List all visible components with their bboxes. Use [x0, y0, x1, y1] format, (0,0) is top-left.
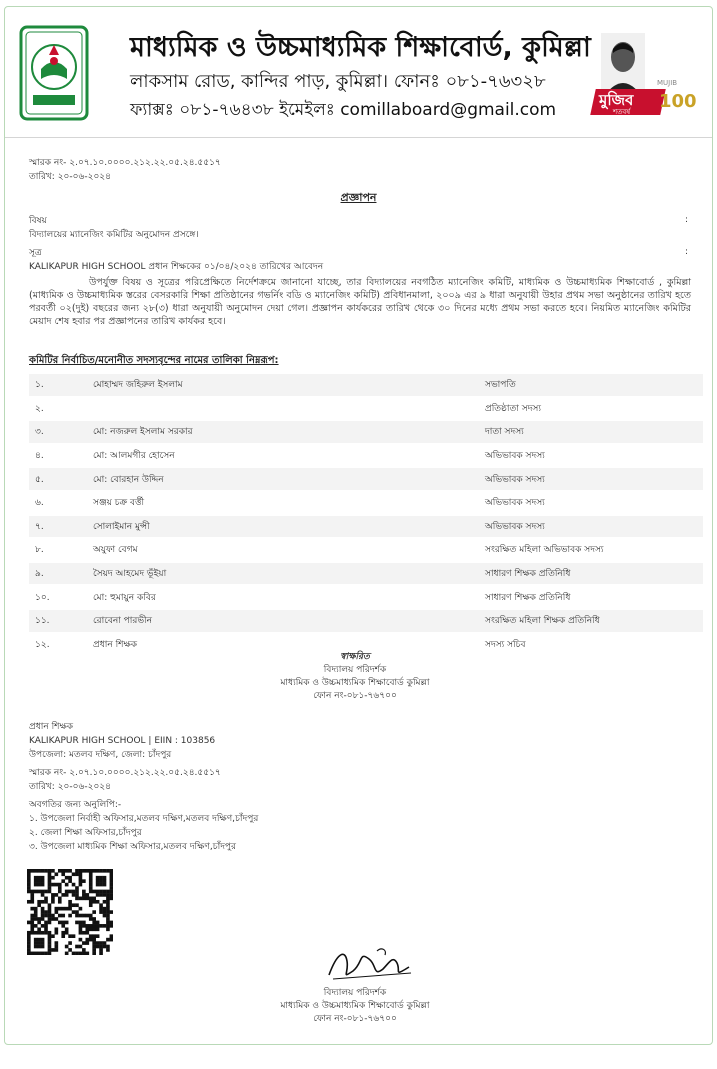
member-name-cell: মো: বোরহান উদ্দিন	[87, 467, 479, 491]
subject-colon: :	[685, 215, 689, 225]
member-name-cell: অযুফা বেগম	[87, 538, 479, 562]
letterhead	[5, 7, 712, 137]
serial-cell: ১.	[29, 374, 87, 397]
member-role-cell: সভাপতি	[479, 374, 703, 397]
serial-cell: ৮.	[29, 538, 87, 562]
copies-heading: অবগতির জন্য অনুলিপি:-	[29, 800, 122, 810]
serial-cell: ৭.	[29, 515, 87, 539]
signer-title: বিদ্যালয় পরিদর্শক	[323, 988, 387, 998]
member-name-cell: প্রধান শিক্ষক	[87, 633, 479, 657]
table-row	[29, 609, 703, 633]
member-role-cell: সংরক্ষিত মহিলা শিক্ষক প্রতিনিধি	[479, 609, 703, 633]
signer-phone: ফোন নং-০৮১-৭৬৭০০	[313, 691, 397, 701]
serial-cell: ৬.	[29, 491, 87, 515]
table-row	[29, 562, 703, 586]
signed-label: স্বাক্ষরিত	[340, 652, 370, 662]
recipient-location: উপজেলা: মতলব দক্ষিণ, জেলা: চাঁদপুর	[29, 750, 172, 760]
qr-code-icon	[27, 869, 113, 955]
committee-table	[29, 374, 703, 657]
board-address: লাকসাম রোড, কান্দির পাড়, কুমিল্লা। ফোনঃ ০৮১-৭৬৩২৮	[130, 71, 546, 92]
member-name-cell: মো: হুমায়ুন কবির	[87, 585, 479, 609]
reference-label: সূত্র	[29, 248, 42, 258]
mujib-100-text: 100	[659, 91, 697, 112]
serial-cell: ৩.	[29, 420, 87, 444]
member-role-cell: অভিভাবক সদস্য	[479, 467, 703, 491]
member-role-cell: অভিভাবক সদস্য	[479, 444, 703, 468]
member-name-cell: রোবেনা পারভীন	[87, 609, 479, 633]
member-name-cell: মো: নজরুল ইসলাম সরকার	[87, 420, 479, 444]
signer-org: মাধ্যমিক ও উচ্চমাধ্যমিক শিক্ষাবোর্ড কুমিল্লা	[280, 1001, 430, 1011]
member-role-cell: সাধারণ শিক্ষক প্রতিনিধি	[479, 585, 703, 609]
member-role-cell: অভিভাবক সদস্য	[479, 491, 703, 515]
table-row	[29, 538, 703, 562]
subject-label: বিষয়	[29, 216, 47, 226]
document-page	[4, 6, 713, 1045]
recipient-school: KALIKAPUR HIGH SCHOOL | EIIN : 103856	[29, 736, 216, 746]
member-role-cell: সদস্য সচিব	[479, 633, 703, 657]
member-name-cell: সোলাইমান মুন্সী	[87, 515, 479, 539]
signature-icon	[323, 943, 415, 987]
member-role-cell: প্রতিষ্ঠাতা সদস্য	[479, 397, 703, 421]
signature-block-1	[205, 651, 505, 703]
serial-cell: ৫.	[29, 467, 87, 491]
board-fax-email: ফ্যাক্সঃ ০৮১-৭৬৪৩৮ ইমেইলঃ comillaboard@gmail.com	[130, 100, 557, 120]
mujib-sub-text: শতবর্ষ	[613, 108, 631, 116]
reference-text: KALIKAPUR HIGH SCHOOL প্রধান শিক্ষকের ০১/০৪/২০২৪ তারিখের আবেদন	[29, 262, 324, 272]
signer-org: মাধ্যমিক ও উচ্চমাধ্যমিক শিক্ষাবোর্ড কুমিল্লা	[280, 678, 430, 688]
recipient-date: তারিখ: ২০-০৬-২০২৪	[29, 782, 111, 792]
subject-text: বিদ্যালয়ের ম্যানেজিং কমিটির অনুমোদন প্রসঙ্গে।	[29, 230, 199, 240]
table-row	[29, 585, 703, 609]
serial-cell: ১২.	[29, 633, 87, 657]
table-row	[29, 444, 703, 468]
copy-item: ১. উপজেলা নির্বাহী অফিসার,মতলব দক্ষিণ,মতলব দক্ষিণ,চাঁদপুর	[29, 814, 259, 824]
header-divider	[5, 137, 712, 138]
copy-item: ২. জেলা শিক্ষা অফিসার,চাঁদপুর	[29, 828, 142, 838]
reference-colon: :	[685, 247, 689, 257]
mujib-badge-text: মুজিব	[599, 91, 634, 109]
recipient-memo-number: স্মারক নং- ২.০৭.১০.০০০০.২১২.২২.০৫.২৪.৫৫১৭	[29, 768, 221, 778]
mujib-centenary-badge	[593, 33, 697, 119]
memo-date: তারিখ: ২০-০৬-২০২৪	[29, 172, 111, 182]
signer-title: বিদ্যালয় পরিদর্শক	[323, 665, 387, 675]
signer-phone: ফোন নং-০৮১-৭৬৭০০	[313, 1014, 397, 1024]
member-name-cell	[87, 397, 479, 421]
member-name-cell: মোহাম্মদ জহিরুল ইসলাম	[87, 374, 479, 397]
recipient-title: প্রধান শিক্ষক	[29, 722, 74, 732]
member-name-cell: মো: আলমগীর হোসেন	[87, 444, 479, 468]
board-name: মাধ্যমিক ও উচ্চমাধ্যমিক শিক্ষাবোর্ড, কুমিল্লা	[130, 32, 591, 63]
table-row	[29, 420, 703, 444]
member-role-cell: অভিভাবক সদস্য	[479, 515, 703, 539]
member-role-cell: সাধারণ শিক্ষক প্রতিনিধি	[479, 562, 703, 586]
mujib-en-text: MUJIB	[657, 79, 678, 87]
memo-number: স্মারক নং- ২.০৭.১০.০০০০.২১২.২২.০৫.২৪.৫৫১৭	[29, 158, 221, 168]
committee-heading: কমিটির নির্বাচিত/মনোনীত সদস্যবৃন্দের নামের তালিকা নিম্নরূপ:	[29, 355, 279, 366]
serial-cell: ১০.	[29, 585, 87, 609]
copy-item: ৩. উপজেলা মাধ্যমিক শিক্ষা অফিসার,মতলব দক্ষিণ,চাঁদপুর	[29, 842, 236, 852]
serial-cell: ২.	[29, 397, 87, 421]
serial-cell: ৪.	[29, 444, 87, 468]
serial-cell: ৯.	[29, 562, 87, 586]
table-row	[29, 397, 703, 421]
portrait-icon	[601, 33, 645, 95]
member-role-cell: সংরক্ষিত মহিলা অভিভাবক সদস্য	[479, 538, 703, 562]
table-row	[29, 467, 703, 491]
table-row	[29, 515, 703, 539]
member-name-cell: সঞ্জয় চক্র বর্ত্তী	[87, 491, 479, 515]
table-row	[29, 491, 703, 515]
member-role-cell: দাতা সদস্য	[479, 420, 703, 444]
serial-cell: ১১.	[29, 609, 87, 633]
member-name-cell: সৈয়দ আহমেদ ভূঁইয়া	[87, 562, 479, 586]
body-paragraph: উপর্যুক্ত বিষয় ও সূত্রের পরিপ্রেক্ষিতে নির্দেশক্রমে জানানো যাচ্ছে, তার বিদ্যালয়ের নবগঠিত ম্যানেজিং কমিটি, মাধ্যমিক ও উচ্চমাধ্যমিক শিক্ষাবোর্ড , কুমিল্লা (মাধ্যমিক ও উচ্চমাধ্যমিক স্তরের বেসরকারি শিক্ষা প্রতিষ্ঠানের গভর্নিং বডি ও ম্যানেজিং কমিটি) প্রবিধানমালা, ২০০৯ এর ৯ ধারা অনুযায়ী উহার প্রথম সভা অনুষ্ঠানের তারিখ হতে পরবর্তী ০২(দুই) বছরের জন্য ২৮(৩) ধারা অনুযায়ী অনুমোদন দেয়া গেল। প্রজ্ঞাপন কার্যকরের তারিখ থেকে ৩০ দিনের মধ্যে প্রথম সভা করতে হবে। নিয়মিত ম্যানেজিং কমিটির মেয়াদ শেষ হবার পর প্রজ্ঞাপনের তারিখ কার্যকর হবে।	[29, 277, 691, 327]
page-title: প্রজ্ঞাপন	[340, 191, 377, 204]
signature-block-2	[205, 987, 505, 1026]
table-row	[29, 374, 703, 397]
board-logo-icon	[19, 25, 89, 121]
